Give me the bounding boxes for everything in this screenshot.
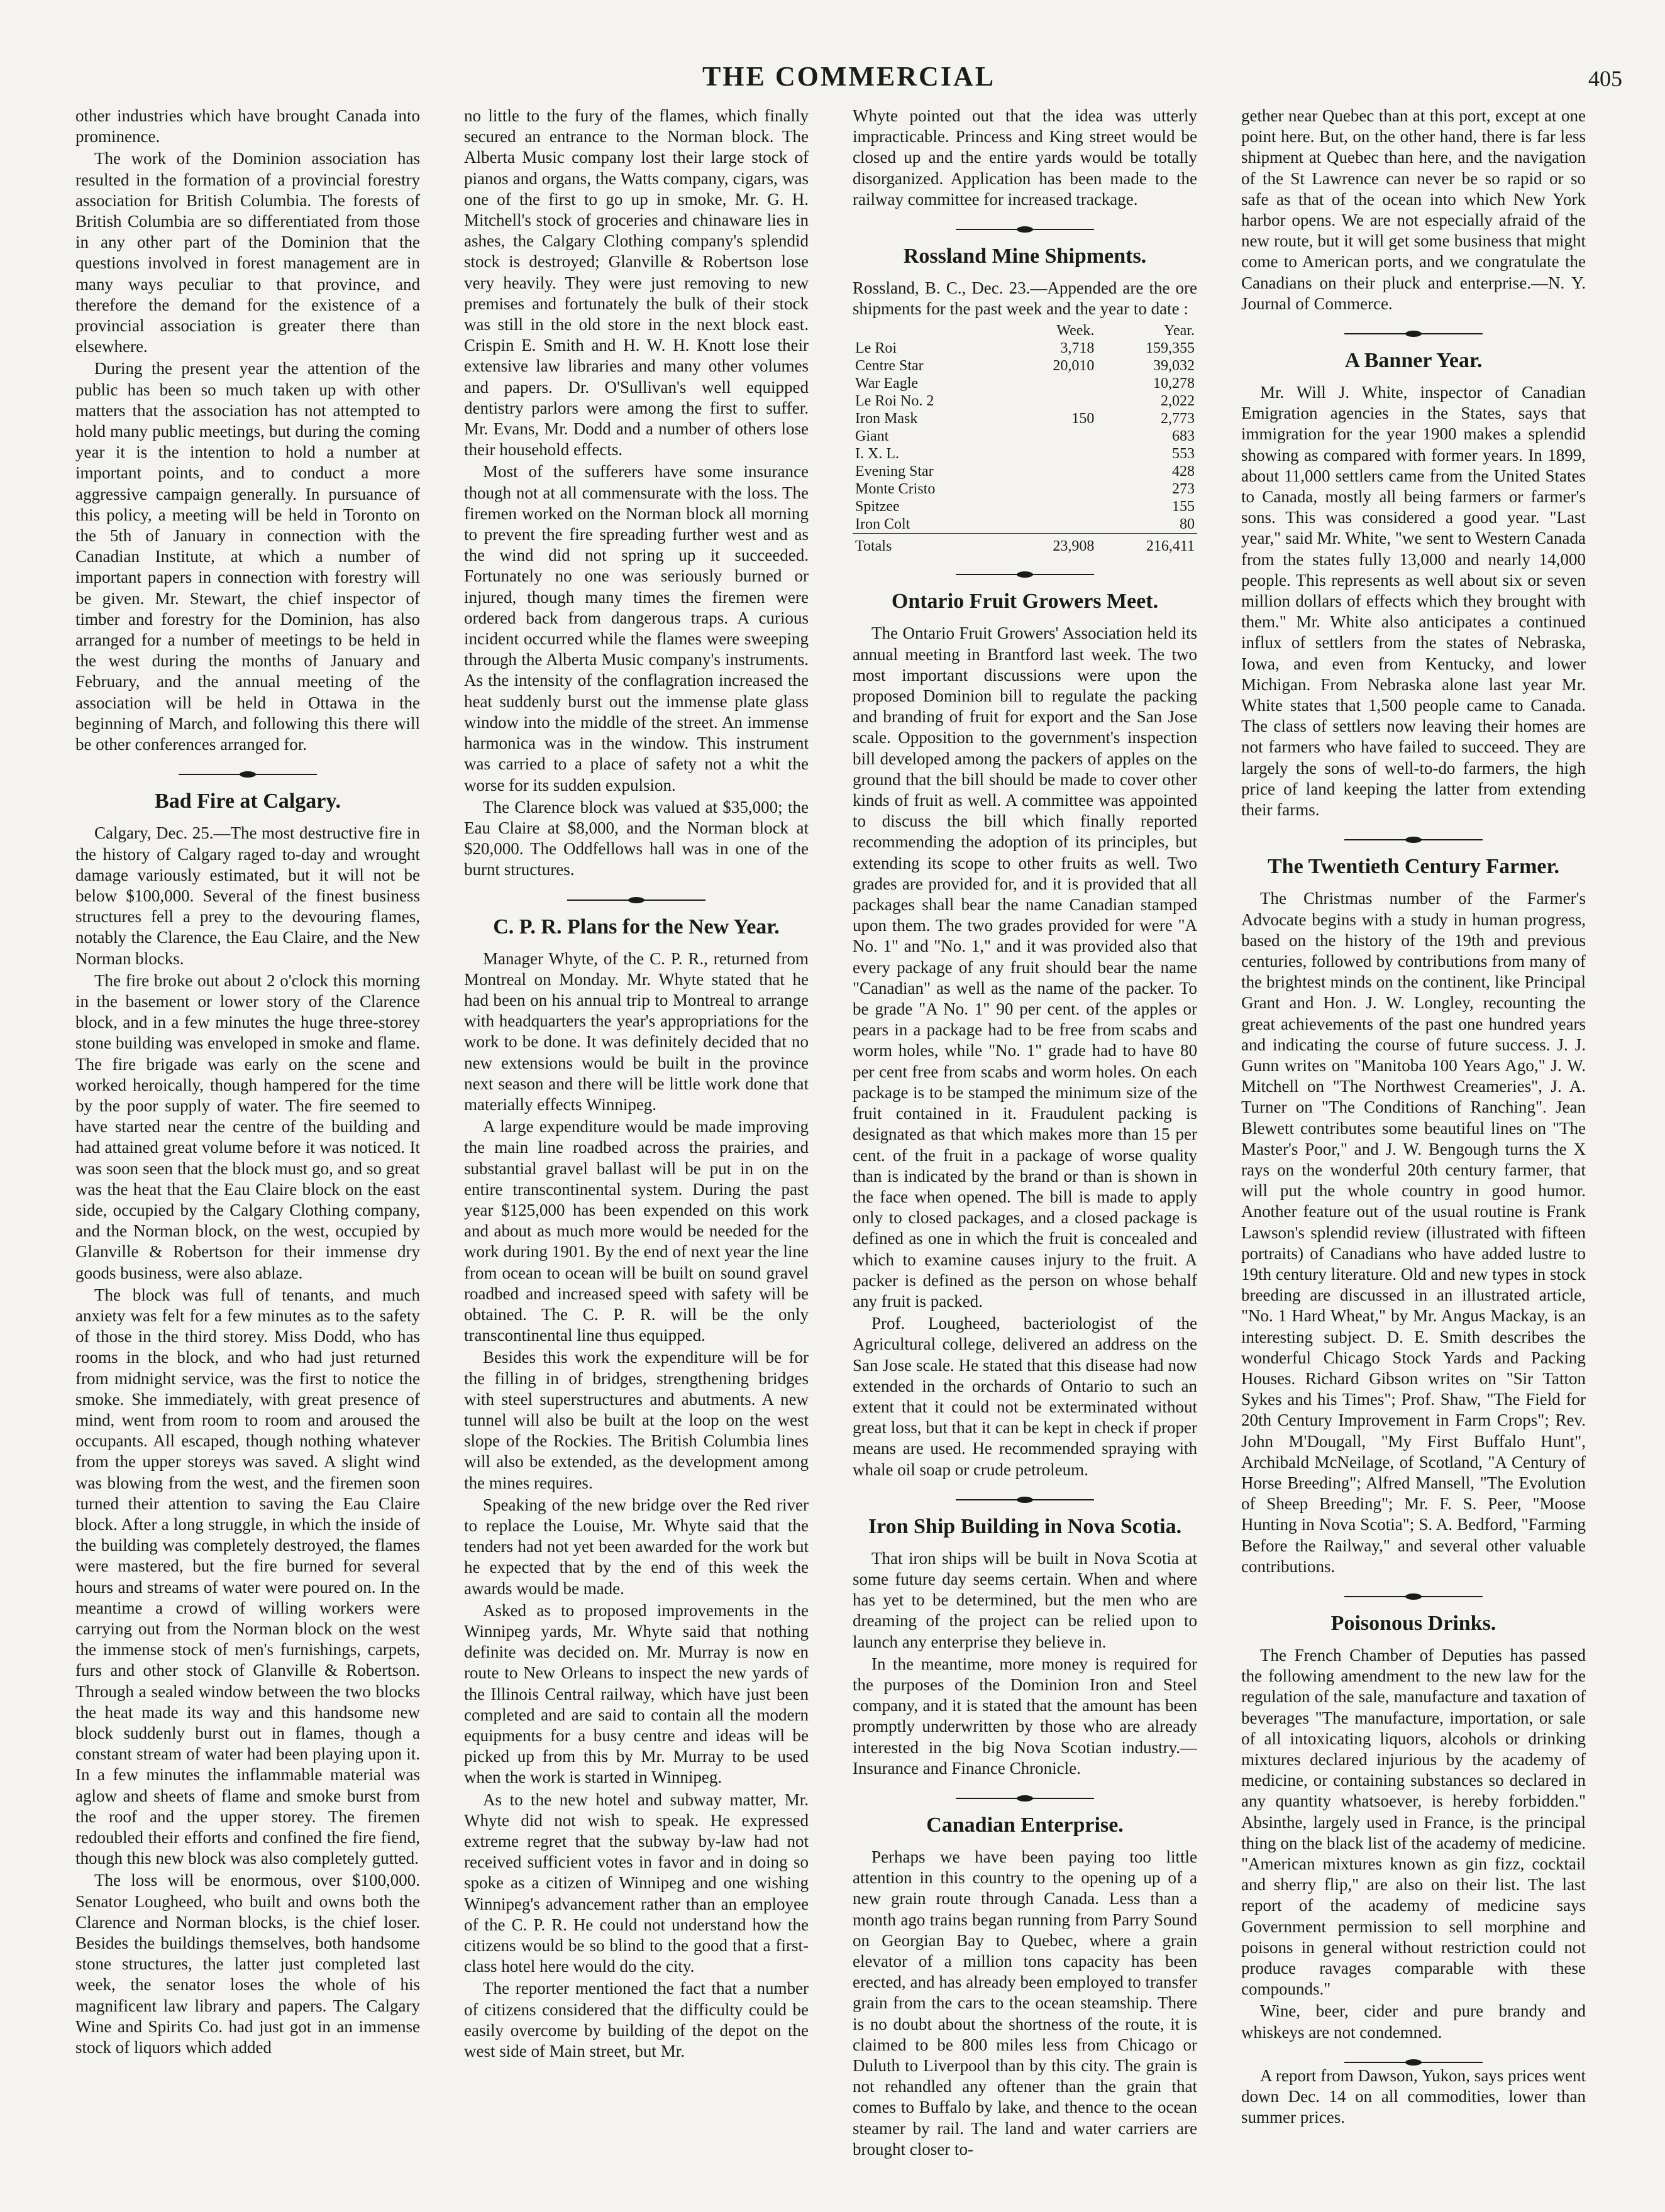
article-paragraph: The Clarence block was valued at $35,000; the Eau Claire at $8,000, and the Norman block at $20,000. The Oddfellows hall was in one of the burnt structures. [464, 797, 809, 879]
table-row [853, 339, 1197, 357]
masthead [75, 60, 1622, 98]
article-paragraph: Calgary, Dec. 25.—The most destructive fire in the history of Calgary raged to-day and wrought damage variously estimated, but it will not be below $100,000. Several of the finest business structures fell a prey to the devouring flames, notably the Clarence, the Eau Claire, and the New Norman blocks. [75, 823, 420, 968]
article-paragraph: Whyte pointed out that the idea was utterly impracticable. Princess and King street would be closed up and the entire yards would be totally disorganized. Application has been made to the railway committee for increased trackage. [853, 106, 1197, 209]
week-shipment [1010, 427, 1097, 445]
mine-name: I. X. L. [855, 446, 899, 463]
year-shipment: 2,773 [1161, 410, 1195, 427]
mine-name: Giant [855, 428, 889, 445]
mine-name: Evening Star [855, 463, 934, 480]
column-4 [1241, 106, 1586, 2186]
article-paragraph: other industries which have brought Canada into prominence. [75, 106, 420, 146]
mine-name: Iron Colt [855, 516, 910, 533]
week-shipment: 20,010 [1053, 358, 1095, 375]
mine-shipments-table [853, 322, 1197, 555]
section-divider [179, 771, 317, 778]
week-shipment [1010, 375, 1097, 392]
article-paragraph: A report from Dawson, Yukon, says prices went down Dec. 14 on all commodities, lower than summer prices. [1241, 2066, 1586, 2127]
table-totals-row [853, 534, 1197, 556]
week-shipment [1010, 392, 1097, 410]
year-shipment: 683 [1172, 428, 1195, 445]
article-paragraph: The Ontario Fruit Growers' Association held its annual meeting in Brantford last week. The two most important discussions were upon the proposed Dominion bill to regulate the packing and branding of fruit for export and the San Jose scale. Opposition to the government's inspection bill developed among the packers of apples on the ground that the bill should be made to cover other kinds of fruit as well. A committee was appointed to discuss the bill which finally reported recommending the adoption of its principles, but extending its scope to other fruits as well. Two grades are provided for, and it is provided that all packages shall bear the name Canadian stamped upon them. The two grades provided for were "A No. 1" and "No. 1," and it was provided also that every package of any fruit should bear the name "Canadian" as well as the name of the packer. To be grade "A No. 1" 90 per cent. of the apples or pears in a package had to be free from scabs and worm holes, while "No. 1" grade had to have 80 per cent free from scabs and worm holes. On each package is to be stamped the minimum size of the fruit contained in it. Fraudulent packing is designated as that which makes more than 15 per cent. of the fruit in a package of worse quality than is indicated by the brand or than is shown in the face when opened. The bill is made to apply only to closed packages, and a closed package is defined as one in which the fruit is concealed and which to examine causes injury to the fruit. A packer is defined as the person on whose behalf any fruit is packed. [853, 624, 1197, 1311]
mine-name: Le Roi No. 2 [855, 393, 934, 410]
article-headline-ontario-fruit-growers-meet: Ontario Fruit Growers Meet. [891, 590, 1159, 614]
section-divider [956, 1795, 1094, 1802]
section-divider [1344, 331, 1483, 337]
section-divider [956, 571, 1094, 578]
article-headline-the-twentieth-century-farmer: The Twentieth Century Farmer. [1268, 855, 1559, 879]
table-row [853, 498, 1197, 515]
week-shipment [1010, 445, 1097, 463]
table-row [853, 445, 1197, 463]
mine-name: Spitzee [855, 498, 900, 515]
mine-name: Le Roi [855, 340, 897, 357]
publication-title: THE COMMERCIAL [702, 61, 996, 92]
year-shipment: 273 [1172, 481, 1195, 498]
week-shipment: 150 [1071, 410, 1095, 427]
article-paragraph: Speaking of the new bridge over the Red river to replace the Louise, Mr. Whyte said that the tenders had not yet been awarded for the work but he expected that by the end of this week the awards would be made. [464, 1495, 809, 1598]
article-paragraph: Asked as to proposed improvements in the Winnipeg yards, Mr. Whyte said that nothing definite was decided on. Mr. Murray is now en route to New Orleans to inspect the new yards of the Illinois Central railway, which have just been completed and are said to contain all the modern equipments for a busy centre and ideas will be picked up from this by Mr. Murray to be used when the work is started in Winnipeg. [464, 1600, 809, 1787]
table-row [853, 480, 1197, 498]
article-paragraph: Mr. Will J. White, inspector of Canadian Emigration agencies in the States, says that immigration for the year 1900 makes a splendid showing as compared with former years. In 1899, about 11,000 settlers came from the United States to Canada, mostly all being farmers or farmer's sons. This was considered a good year. "Last year," said Mr. White, "we sent to Western Canada from the states fully 13,000 and nearly 14,000 people. This represents as well about six or seven million dollars of effects which they brought with them." Mr. White also anticipates a continued influx of settlers from the states of Nebraska, Iowa, and even from Kentucky, and lower Michigan. From Nebraska alone last year Mr. White states that 1,500 people came to Canada. The class of settlers now leaving their homes are not farmers who have failed to succeed. They are largely the sons of well-to-do farmers, the high price of land keeping the latter from extending their farms. [1241, 383, 1586, 820]
table-row [853, 410, 1197, 427]
week-shipment [1010, 463, 1097, 480]
article-paragraph: A large expenditure would be made improving the main line roadbed across the prairies, and substantial gravel ballast will be put in on the entire transcontinental system. During the past year $125,000 has been expended on this work and about as much more would be needed for the work during 1901. By the end of next year the line from ocean to ocean will be built on sound gravel roadbed and increased speed with safety will be obtained. The C. P. R. will be the only transcontinental line thus equipped. [464, 1117, 809, 1345]
mine-name: War Eagle [855, 375, 919, 392]
article-paragraph: Perhaps we have been paying too little attention in this country to the opening up of a new grain route through Canada. Less than a month ago trains began running from Parry Sound on Georgian Bay to Quebec, where a grain elevator of a million tons capacity has been erected, and has already been employed to transfer grain from the cars to the ocean steamship. There is no doubt about the shortness of the route, it is claimed to be 800 miles less from Chicago or Duluth to Liverpool than by this city. The grain is not rehandled any oftener than the grain that comes to Buffalo by lake, and thence to the ocean steamer by rail. The land and water carriers are brought closer to- [853, 1847, 1197, 2159]
table-row [853, 463, 1197, 480]
table-row [853, 357, 1197, 375]
week-shipment [1010, 515, 1097, 534]
column-3 [853, 106, 1197, 2186]
year-shipment: 553 [1172, 446, 1195, 463]
year-shipment: 80 [1180, 516, 1195, 533]
week-shipment [1010, 480, 1097, 498]
table-row [853, 427, 1197, 445]
week-shipment: 3,718 [1060, 340, 1095, 357]
mine-name: Monte Cristo [855, 481, 936, 498]
column-header [853, 322, 1010, 339]
column-2 [464, 106, 809, 2186]
totals-value: 23,908 [1010, 534, 1097, 556]
week-shipment [1010, 498, 1097, 515]
article-paragraph: The loss will be enormous, over $100,000. Senator Lougheed, who built and owns both the Clarence and Norman blocks, is the chief loser. Besides the buildings themselves, both handsome stone structures, the latter just completed last week, the senator loses the whole of his magnificent law library and papers. The Calgary Wine and Spirits Co. had just got in an immense stock of liquors which added [75, 1871, 420, 2057]
article-paragraph: During the present year the attention of the public has been so much taken up with other matters that the association has not attempted to hold many public meetings, but during the coming year it is the intention to hold a number at important points, and to conduct a more aggressive campaign generally. In pursuance of this policy, a meeting will be held in Toronto on the 5th of January in connection with the Canadian Institute, at which a number of important papers in connection with forestry will be given. Mr. Stewart, the chief inspector of timber and forestry for the Dominion, has also arranged for a number of meetings to be held in the west during the months of January and February, and the annual meeting of the association will be held in Ottawa in the beginning of March, and following this there will be other conferences arranged for. [75, 359, 420, 754]
totals-label: Totals [853, 534, 1010, 556]
article-headline-c-p-r-plans-for-the-new-year: C. P. R. Plans for the New Year. [493, 915, 780, 938]
article-paragraph: The block was full of tenants, and much anxiety was felt for a few minutes as to the safety of those in the third storey. Miss Dodd, who has rooms in the block, and who had just returned from midnight service, was the first to notice the smoke. She immediately, with great presence of mind, went from room to room and aroused the occupants. All escaped, though nothing whatever from the upper storeys was saved. A slight wind was blowing from the west, and the firemen soon turned their attention to saving the Eau Claire block. After a long struggle, in which the inside of the building was completely destroyed, the flames were mastered, but the fire burned for several hours and streams of water were poured on. In the meantime a crowd of willing workers were carrying out from the Norman block on the west the immense stock of men's furnishings, carpets, furs and other stock of Glanville & Robertson. Through a sealed window between the two blocks the heat made its way and this handsome new block suddenly burst out in flames, though a constant stream of water had been playing upon it. In a few minutes the inflammable material was aglow and sheets of flame and smoke burst from the roof and the upper storey. The firemen redoubled their efforts and confined the fire fiend, though this new block was also completely gutted. [75, 1285, 420, 1868]
article-paragraph: Prof. Lougheed, bacteriologist of the Agricultural college, delivered an address on the San Jose scale. He stated that this disease had now extended in the orchards of Ontario to such an extent that it could not be exterminated without great loss, but that it can be kept in check if proper means are used. He recommended spraying with whale oil soap or crude petroleum. [853, 1314, 1197, 1479]
year-shipment: 155 [1172, 498, 1195, 515]
year-shipment: 39,032 [1153, 358, 1195, 375]
year-shipment: 428 [1172, 463, 1195, 480]
section-divider [1344, 2059, 1483, 2066]
article-paragraph: Rossland, B. C., Dec. 23.—Appended are the ore shipments for the past week and the year to date : [853, 278, 1197, 319]
article-paragraph: The Christmas number of the Farmer's Advocate begins with a study in human progress, based on the history of the 19th and previous centuries, followed by contributions from many of the brightest minds on the continent, like Principal Grant and Hon. J. W. Longley, recounting the great achievements of the past one hundred years and indicating the course of future success. J. J. Gunn writes on "Manitoba 100 Years Ago," J. W. Mitchell on "The Northwest Creameries", J. A. Turner on "The Conditions of Ranching". Jean Blewett contributes some beautiful lines on "The Master's Poor," and J. W. Bengough turns the X rays on the wonderful 20th century farmer, that will put the whole country in good humor. Another feature out of the usual routine is Frank Lawson's splendid review (illustrated with fifteen portraits) of Canadians who have added lustre to 19th century literature. Old and new types in stock breeding are discussed in an illustrated article, "No. 1 Hard Wheat," by Mr. Angus Mackay, is an interesting subject. D. E. Smith describes the wonderful Chicago Stock Yards and Packing Houses. Richard Gibson writes on "Sir Tatton Sykes and his Times"; Prof. Shaw, "The Field for 20th Century Improvement in Farm Crops"; Rev. John M'Dougall, "My First Buffalo Hunt", Archibald McNeilage, of Scotland, "A Century of Horse Breeding"; Alfred Mansell, "The Evolution of Sheep Breeding"; Mr. F. S. Peer, "Moose Hunting in Nova Scotia"; S. A. Bedford, "Farming Before the Railway," and several other valuable contributions. [1241, 889, 1586, 1576]
section-divider [1344, 837, 1483, 843]
article-paragraph: In the meantime, more money is required for the purposes of the Dominion Iron and Steel company, and it is stated that the amount has been promptly underwritten by those who are already interested in the big Nova Scotian industry.—Insurance and Finance Chronicle. [853, 1654, 1197, 1778]
article-paragraph: gether near Quebec than at this port, except at one point here. But, on the other hand, there is far less shipment at Quebec than here, and the navigation of the St Lawrence can never be so rapid or so safe as that of the ocean into which New York harbor opens. We are not especially afraid of the new route, but it will get some business that might come to American ports, and we congratulate the Canadians on their pluck and enterprise.—N. Y. Journal of Commerce. [1241, 106, 1586, 313]
section-divider [1344, 1593, 1483, 1600]
table-header-row [853, 322, 1197, 339]
totals-value: 216,411 [1097, 534, 1197, 556]
year-shipment: 159,355 [1146, 340, 1195, 357]
article-headline-bad-fire-at-calgary: Bad Fire at Calgary. [155, 790, 341, 813]
article-paragraph: The work of the Dominion association has resulted in the formation of a provincial forestry association for British Columbia. The forests of British Columbia are so differentiated from those in any other part of the Dominion that the questions involved in forest management are in many ways peculiar to that province, and therefore the demand for the existence of a provincial association is greater there than elsewhere. [75, 149, 420, 356]
table-row [853, 392, 1197, 410]
column-1 [75, 106, 420, 2186]
page-number: 405 [1588, 66, 1622, 91]
article-paragraph: As to the new hotel and subway matter, Mr. Whyte did not wish to speak. He expressed extreme regret that the subway by-law had not received sufficient votes in favor and in doing so spoke as a citizen of Winnipeg and one wishing Winnipeg's advancement rather than an employee of the C. P. R. He could not understand how the citizens would be so blind to the good that a first-class hotel here would do the city. [464, 1790, 809, 1976]
section-divider [567, 897, 705, 903]
year-shipment: 2,022 [1161, 393, 1195, 410]
year-shipment: 10,278 [1153, 375, 1195, 392]
mine-name: Centre Star [855, 358, 924, 375]
article-paragraph: The reporter mentioned the fact that a number of citizens considered that the difficulty could be easily overcome by building of the depot on the west side of Main street, but Mr. [464, 1979, 809, 2061]
article-headline-a-banner-year: A Banner Year. [1344, 349, 1483, 373]
article-paragraph: That iron ships will be built in Nova Scotia at some future day seems certain. When and where has yet to be determined, but the men who are dreaming of the project can be relied upon to launch any enterprise they believe in. [853, 1548, 1197, 1651]
table-row [853, 515, 1197, 534]
article-headline-canadian-enterprise: Canadian Enterprise. [926, 1813, 1124, 1837]
column-header: Week. [1056, 322, 1095, 339]
article-paragraph: Besides this work the expenditure will be for the filling in of bridges, strengthening bridges with steel superstructures and abutments. A new tunnel will also be built at the loop on the west slope of the Rockies. The British Columbia lines will also be extended, as the development among the mines requires. [464, 1348, 809, 1492]
article-paragraph: Manager Whyte, of the C. P. R., returned from Montreal on Monday. Mr. Whyte stated that he had been on his annual trip to Montreal to arrange with headquarters the year's appropriations for the work to be done. It was definitely decided that no new extensions would be built in the province next season and there will be little work done that materially effects Winnipeg. [464, 949, 809, 1114]
article-paragraph: Wine, beer, cider and pure brandy and whiskeys are not condemned. [1241, 2001, 1586, 2042]
article-paragraph: The fire broke out about 2 o'clock this morning in the basement or lower story of the Clarence block, and in a few minutes the huge three-storey stone building was enveloped in smoke and flame. The fire brigade was early on the scene and worked heroically, though hampered for the time by the poor supply of water. The fire seemed to have started near the centre of the building and had attained great volume before it was noticed. It was soon seen that the block must go, and so great was the heat that the Eau Claire block on the east side, occupied by the Calgary Clothing company, and the Norman block, on the west, occupied by Glanville & Robertson for their immense dry goods business, were also ablaze. [75, 971, 420, 1282]
section-divider [956, 226, 1094, 233]
article-paragraph: The French Chamber of Deputies has passed the following amendment to the new law for the regulation of the sale, manufacture and taxation of beverages "The manufacture, importation, or sale of all intoxicating liquors, alcohols or drinking mixtures declared injurious by the academy of medicine, or containing substances so declared in any quantity whatsoever, is hereby forbidden." Absinthe, largely used in France, is the principal thing on the black list of the academy of medicine. "American mixtures known as gin fizz, cocktail and sherry flip," are also on their list. The last report of the academy of medicine says Government permission to sell morphine and poisons in general without restriction could not produce ravages comparable with these compounds." [1241, 1646, 1586, 1999]
mine-name: Iron Mask [855, 410, 918, 427]
article-headline-rossland-mine-shipments: Rossland Mine Shipments. [903, 245, 1147, 268]
article-paragraph: no little to the fury of the flames, which finally secured an entrance to the Norman block. The Alberta Music company lost their large stock of pianos and organs, the Watts company, cigars, was one of the first to go up in smoke, Mr. G. H. Mitchell's stock of groceries and chinaware lies in ashes, the Calgary Clothing company's splendid stock is destroyed; Glanville & Robertson lose very heavily. They were just removing to new premises and fortunately the bulk of their stock was still in the old store in the next block east. Crispin E. Smith and H. W. H. Knott lose their extensive law libraries and many other volumes and papers. Dr. O'Sullivan's well equipped dentistry parlors were among the first to suffer. Mr. Evans, Mr. Dodd and a number of others lose their household effects. [464, 106, 809, 459]
column-header: Year. [1164, 322, 1195, 339]
table-row [853, 375, 1197, 392]
article-paragraph: Most of the sufferers have some insurance though not at all commensurate with the loss. The firemen worked on the Norman block all morning to prevent the fire spreading further west and as the wind did not spring up it succeeded. Fortunately no one was seriously burned or injured, though many times the firemen were ordered back from dangerous traps. A curious incident occurred while the flames were sweeping through the Alberta Music company's instruments. As the intensity of the conflagration increased the heat suddenly burst out the immense plate glass window into the middle of the street. An immense harmonica was in the window. This instrument was carried to a place of safety not a whit the worse for its sudden expulsion. [464, 462, 809, 795]
article-headline-iron-ship-building-in-nova-scotia: Iron Ship Building in Nova Scotia. [868, 1514, 1182, 1538]
article-headline-poisonous-drinks: Poisonous Drinks. [1330, 1612, 1496, 1635]
section-divider [956, 1497, 1094, 1503]
